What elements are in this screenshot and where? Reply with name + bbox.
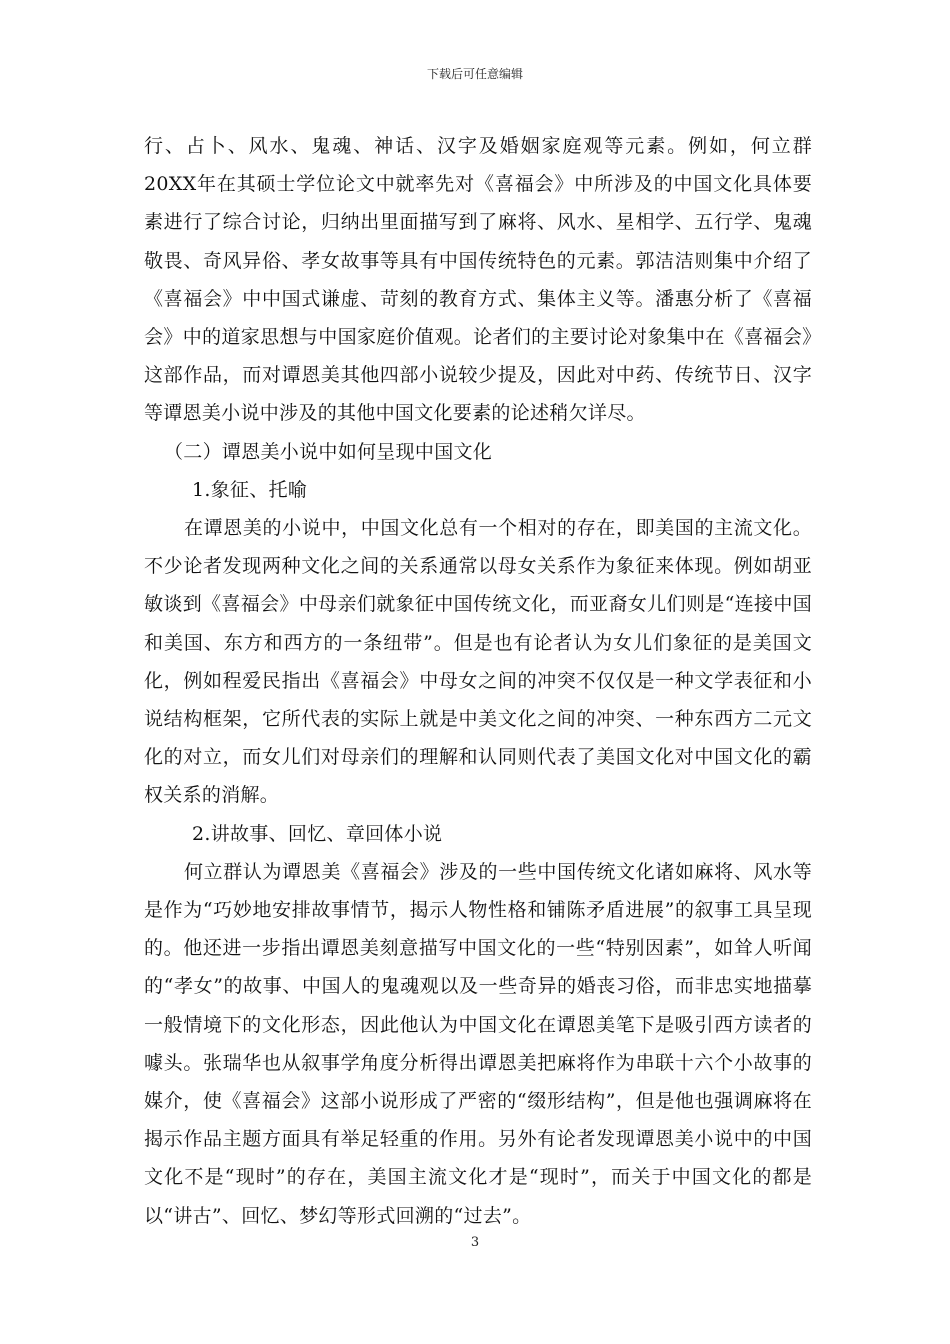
subsection-heading-storytelling: 2.讲故事、回忆、章回体小说	[192, 822, 443, 845]
page-header: 下载后可任意编辑	[426, 67, 523, 81]
section-heading: （二）谭恩美小说中如何呈现中国文化	[164, 440, 493, 463]
body-text	[144, 127, 812, 1235]
subsection-heading-symbolism: 1.象征、托喻	[192, 478, 308, 501]
page-number: 3	[470, 1235, 480, 1250]
paragraph-symbolism: 在谭恩美的小说中，中国文化总有一个相对的存在，即美国的主流文化。不少论者发现两种文化之间的关系通常以母女关系作为象征来体现。例如胡亚敏谈到《喜福会》中母亲们就象征中国传统文化，而亚裔女儿们则是“连接中国和美国、东方和西方的一条纽带”。但是也有论者认为女儿们象征的是美国文化，例如程爱民指出《喜福会》中母女之间的冲突不仅仅是一种文学表征和小说结构框架，它所代表的实际上就是中美文化之间的冲突、一种东西方二元文化的对立，而女儿们对母亲们的理解和认同则代表了美国文化对中国文化的霸权关系的消解。	[144, 517, 812, 807]
paragraph-continuation: 行、占卜、风水、鬼魂、神话、汉字及婚姻家庭观等元素。例如，何立群20XX年在其硕士学位论文中就率先对《喜福会》中所涉及的中国文化具体要素进行了综合讨论，归纳出里面描写到了麻将、风水、星相学、五行学、鬼魂敬畏、奇风异俗、孝女故事等具有中国传统特色的元素。郭洁洁则集中介绍了《喜福会》中中国式谦虚、苛刻的教育方式、集体主义等。潘惠分析了《喜福会》中的道家思想与中国家庭价值观。论者们的主要讨论对象集中在《喜福会》这部作品，而对谭恩美其他四部小说较少提及，因此对中药、传统节日、汉字等谭恩美小说中涉及的其他中国文化要素的论述稍欠详尽。	[144, 135, 812, 425]
paragraph-storytelling: 何立群认为谭恩美《喜福会》涉及的一些中国传统文化诸如麻将、风水等是作为“巧妙地安排故事情节，揭示人物性格和铺陈矛盾进展”的叙事工具呈现的。他还进一步指出谭恩美刻意描写中国文化的一些“特别因素”，如耸人听闻的“孝女”的故事、中国人的鬼魂观以及一些奇异的婚丧习俗，而非忠实地描摹一般情境下的文化形态，因此他认为中国文化在谭恩美笔下是吸引西方读者的噱头。张瑞华也从叙事学角度分析得出谭恩美把麻将作为串联十六个小故事的媒介，使《喜福会》这部小说形成了严密的“缀形结构”，但是他也强调麻将在揭示作品主题方面具有举足轻重的作用。另外有论者发现谭恩美小说中的中国文化不是“现时”的存在，美国主流文化才是“现时”，而关于中国文化的都是以“讲古”、回忆、梦幻等形式回溯的“过去”。	[144, 860, 812, 1227]
